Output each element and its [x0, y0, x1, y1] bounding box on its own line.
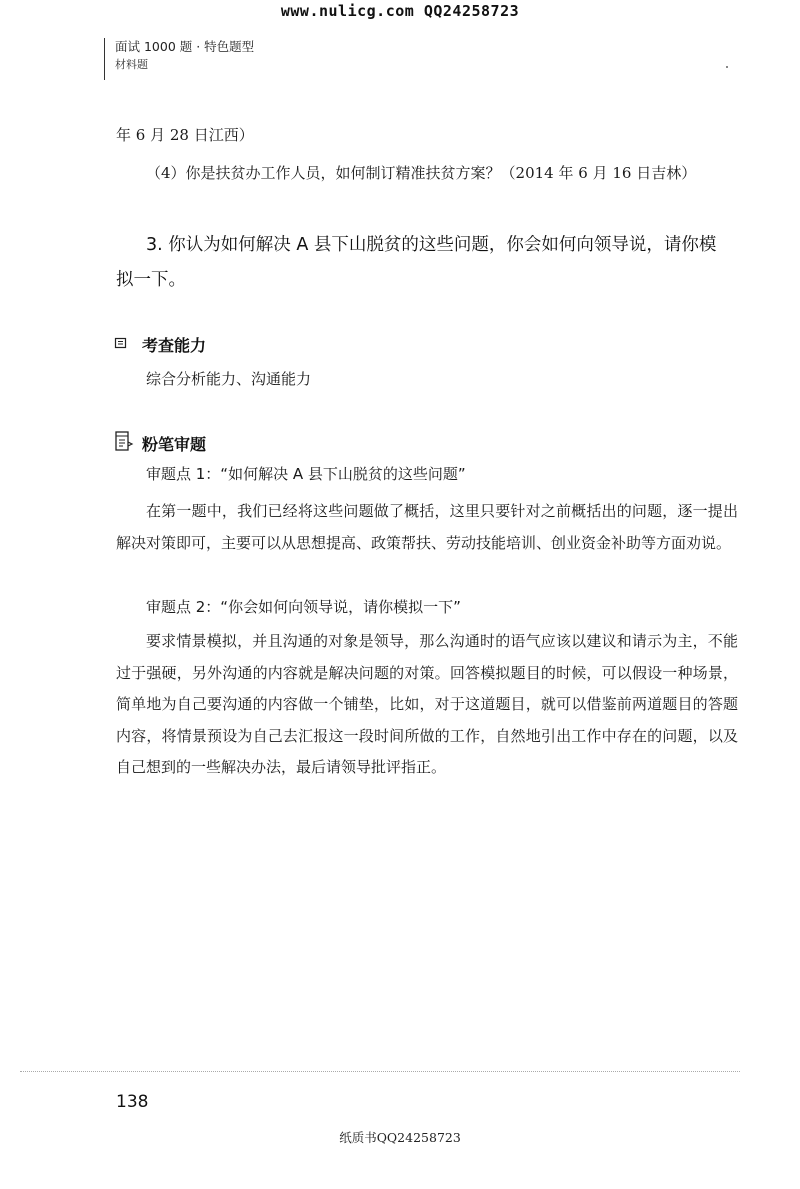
intro-line-2: （4）你是扶贫办工作人员，如何制订精准扶贫方案？（2014 年 6 月 16 日吉林） — [146, 164, 697, 182]
running-head-title: 面试 1000 题 · 特色题型 — [115, 39, 255, 54]
ability-heading — [114, 333, 206, 356]
review-point-2-title: 审题点 2：“你会如何向领导说，请你模拟一下” — [146, 598, 461, 616]
footer-rule — [20, 1071, 740, 1074]
question-line-1: 3. 你认为如何解决 A 县下山脱贫的这些问题，你会如何向领导说，请你模 — [146, 235, 717, 255]
ability-text: 综合分析能力、沟通能力 — [146, 370, 312, 388]
watermark-bottom: 纸质书QQ24258723 — [339, 1130, 461, 1145]
watermark-top: www.nulicg.com QQ24258723 — [280, 2, 520, 20]
ability-heading-label: 考查能力 — [142, 336, 207, 355]
review-heading-label: 粉笔审题 — [142, 434, 207, 454]
notepad-icon — [114, 430, 134, 456]
corner-mark — [726, 66, 728, 68]
book-square-icon — [114, 335, 128, 354]
review-point-2-text: 要求情景模拟，并且沟通的对象是领导，那么沟通时的语气应该以建议和请示为主，不能过于强硬，另外沟通的内容就是解决问题的对策。回答模拟题目的时候，可以假设一种场景，简单地为自己要沟通的内容做一个铺垫，比如，对于这道题目，就可以借鉴前两道题目的答题内容，将情景预设为自己去汇报这一段时间所做的工作，自然地引出工作中存在的问题，以及自己想到的一些解决办法，最后请领导批评指正。 — [116, 632, 738, 776]
question-text — [116, 228, 736, 298]
review-point-1-title: 审题点 1：“如何解决 A 县下山脱贫的这些问题” — [146, 465, 466, 483]
intro-line-1: 年 6 月 28 日江西） — [116, 126, 254, 144]
running-head — [104, 38, 254, 80]
page-number: 138 — [116, 1092, 149, 1112]
question-line-2: 拟一下。 — [116, 270, 186, 290]
review-point-1-text: 在第一题中，我们已经将这些问题做了概括，这里只要针对之前概括出的问题，逐一提出解决对策即可，主要可以从思想提高、政策帮扶、劳动技能培训、创业资金补助等方面劝说。 — [116, 502, 738, 552]
review-heading — [114, 430, 206, 456]
running-head-subtitle: 材料题 — [115, 58, 148, 71]
